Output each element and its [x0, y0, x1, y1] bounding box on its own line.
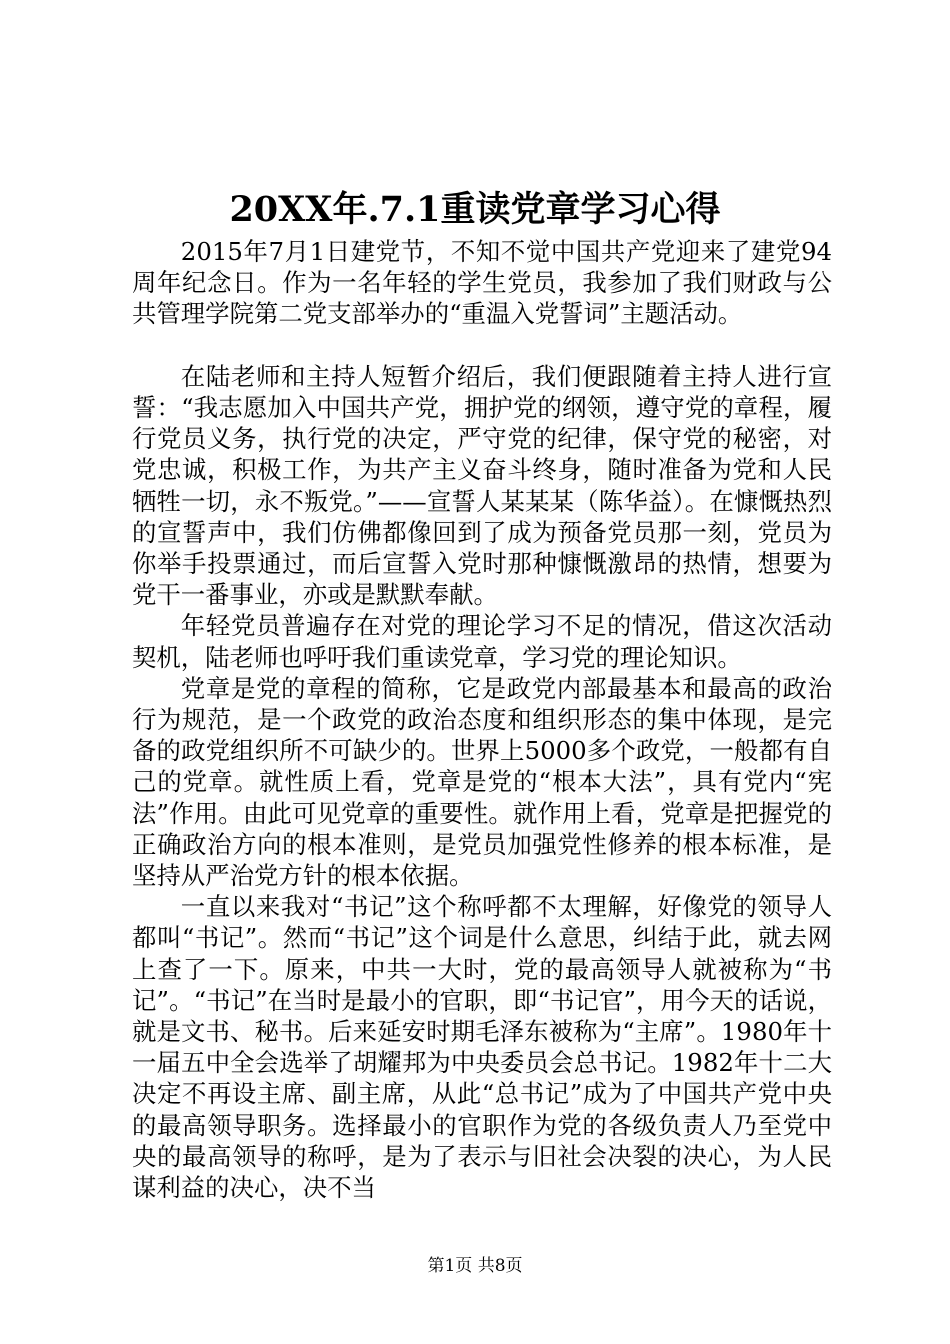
paragraph-5: 一直以来我对“书记”这个称呼都不太理解，好像党的领导人都叫“书记”。然而“书记”这个词是什么意思，纠结于此，就去网上查了一下。原来，中共一大时，党的最高领导人就被称为“书记”。“书记”在当时是最小的官职，即“书记官”，用今天的话说，就是文书、秘书。后来延安时期毛泽东被称为“主席”。1980年十一届五中全会选举了胡耀邦为中央委员会总书记。1982年十二大决定不再设主席、副主席，从此“总书记”成为了中国共产党中央的最高领导职务。选择最小的官职作为党的各级负责人乃至党中央的最高领导的称呼，是为了表示与旧社会决裂的决心，为人民谋利益的决心，决不当 — [132, 892, 832, 1203]
paragraph-4: 党章是党的章程的简称，它是政党内部最基本和最高的政治行为规范，是一个政党的政治态度和组织形态的集中体现，是完备的政党组织所不可缺少的。世界上5000多个政党，一般都有自己的党章。就性质上看，党章是党的“根本大法”，具有党内“宪法”作用。由此可见党章的重要性。就作用上看，党章是把握党的正确政治方向的根本准则，是党员加强党性修养的根本标准，是坚持从严治党方针的根本依据。 — [132, 673, 832, 891]
page-footer: 第1页 共8页 — [427, 1256, 523, 1276]
paragraph-3: 年轻党员普遍存在对党的理论学习不足的情况，借这次活动契机，陆老师也呼吁我们重读党章，学习党的理论知识。 — [132, 611, 832, 672]
document-body — [132, 236, 832, 1203]
document-title: 20XX年.7.1重读党章学习心得 — [229, 189, 721, 230]
paragraph-2: 在陆老师和主持人短暂介绍后，我们便跟随着主持人进行宣誓：“我志愿加入中国共产党，拥护党的纲领，遵守党的章程，履行党员义务，执行党的决定，严守党的纪律，保守党的秘密，对党忠诚，积极工作，为共产主义奋斗终身，随时准备为党和人民牺牲一切，永不叛党。”——宣誓人某某某（陈华益）。在慷慨热烈的宣誓声中，我们仿佛都像回到了成为预备党员那一刻，党员为你举手投票通过，而后宣誓入党时那种慷慨激昂的热情，想要为党干一番事业，亦或是默默奉献。 — [132, 361, 832, 610]
paragraph-1: 2015年7月1日建党节，不知不觉中国共产党迎来了建党94周年纪念日。作为一名年轻的学生党员，我参加了我们财政与公共管理学院第二党支部举办的“重温入党誓词”主题活动。 — [132, 237, 832, 329]
